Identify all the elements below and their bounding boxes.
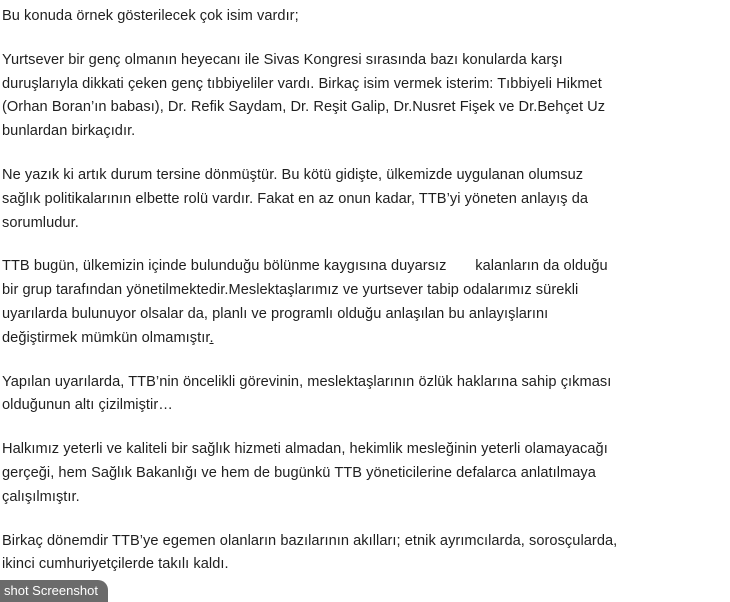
paragraph-intro [2, 5, 652, 29]
text-line-content: değiştirmek mümkün olmamıştır [2, 329, 210, 346]
text-line: Halkımız yeterli ve kaliteli bir sağlık hizmeti almadan, hekimlik mesleğinin yeterli olamayacağı [2, 441, 608, 458]
text-line: ikinci cumhuriyetçilerde takılı kaldı. [2, 556, 229, 573]
text-line: sağlık politikalarının elbette rolü vardır. Fakat en az onun kadar, TTB’yi yöneten anlayış da [2, 190, 589, 207]
text-line: Ne yazık ki artık durum tersine dönmüştür. Bu kötü gidişte, ülkemizde uygulanan olumsuz [2, 166, 584, 183]
text-line: gerçeği, hem Sağlık Bakanlığı ve hem de bugünkü TTB yöneticilerine defalarca anlatılmaya [2, 464, 596, 481]
text-line: bunlardan birkaçıdır. [2, 123, 136, 140]
text-line: bir grup tarafından yönetilmektedir.Meslektaşlarımız ve yurtsever tabip odalarımız sürekli [2, 282, 579, 299]
text-line: Yurtsever bir genç olmanın heyecanı ile Sivas Kongresi sırasında bazı konularda karşı [2, 51, 563, 68]
paragraph-health-service [2, 438, 652, 509]
paragraph-dominant-groups [2, 530, 652, 578]
text-line: çalışılmıştır. [2, 488, 80, 505]
text-line: olduğunun altı çizilmiştir… [2, 397, 173, 414]
text-line: (Orhan Boran’ın babası), Dr. Refik Saydam, Dr. Reşit Galip, Dr.Nusret Fişek ve Dr.Behçet Uz [2, 99, 606, 116]
text-line: uyarılarda bulunuyor olsalar da, planlı ve programlı olduğu anlaşılan bu anlayışlarını [2, 305, 549, 322]
text-line: Birkaç dönemdir TTB’ye egemen olanların bazılarının akılları; etnik ayrımcılarda, sorosçularda, [2, 532, 618, 549]
article-body [2, 5, 652, 597]
text-line [2, 327, 652, 351]
screenshot-badge[interactable]: shot Screenshot [0, 580, 108, 602]
text-line: Yapılan uyarılarda, TTB’nin öncelikli görevinin, meslektaşlarının özlük haklarına sahip çıkması [2, 373, 612, 390]
paragraph-situation-reversed [2, 164, 652, 235]
text-line: Bu konuda örnek gösterilecek çok isim vardır; [2, 8, 299, 24]
paragraph-warnings [2, 371, 652, 419]
underlined-period: . [209, 329, 214, 346]
paragraph-ttb-today [2, 255, 652, 350]
text-line: sorumludur. [2, 214, 79, 231]
paragraph-sivas-congress [2, 49, 652, 144]
text-line: duruşlarıyla dikkati çeken genç tıbbiyeliler vardı. Birkaç isim vermek isterim: Tıbbiyeli Hikmet [2, 75, 602, 92]
text-line: TTB bugün, ülkemizin içinde bulunduğu bölünme kaygısına duyarsız kalanların da olduğu [2, 258, 608, 275]
